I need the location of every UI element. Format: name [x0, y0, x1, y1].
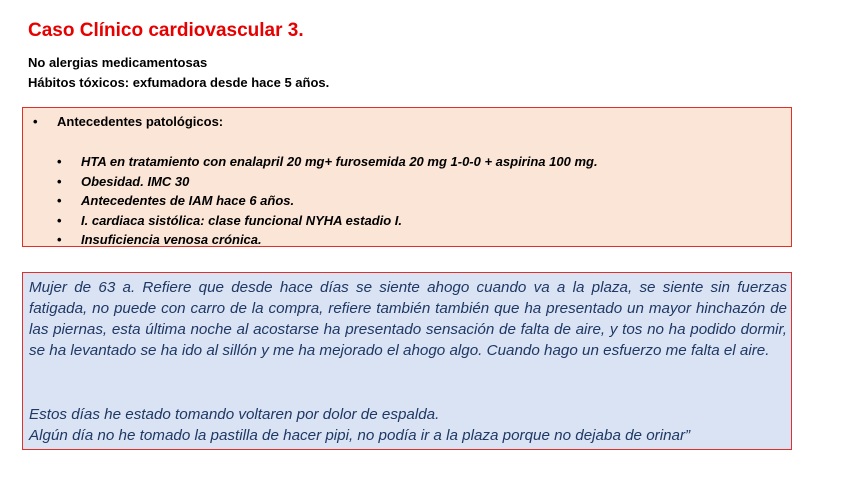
- history-item-label: Antecedentes de IAM hace 6 años.: [81, 193, 295, 208]
- history-box: [22, 107, 792, 247]
- narrative-line: Estos días he estado tomando voltaren por dolor de espalda.: [29, 406, 440, 423]
- narrative-line: Algún día no he tomado la pastilla de hacer pipi, no podía ir a la plaza porque no dejaba de orinar”: [29, 427, 691, 444]
- history-item-label: Insuficiencia venosa crónica.: [81, 232, 262, 247]
- history-item-label: I. cardiaca sistólica: clase funcional NYHA estadio I.: [81, 212, 403, 228]
- habits-text: Hábitos tóxicos: exfumadora desde hace 5 años.: [28, 75, 330, 90]
- bullet-icon: •: [57, 154, 62, 169]
- bullet-icon: •: [33, 114, 38, 129]
- bullet-icon: •: [57, 193, 62, 208]
- list-item: [57, 230, 598, 250]
- bullet-icon: •: [57, 173, 62, 189]
- patient-summary: [28, 53, 329, 93]
- list-item: [57, 191, 598, 211]
- bullet-icon: •: [57, 212, 62, 228]
- history-heading-label: Antecedentes patológicos:: [57, 114, 224, 129]
- bullet-icon: •: [57, 232, 62, 247]
- history-heading: [33, 114, 223, 129]
- history-item-label: Obesidad. IMC 30: [81, 173, 190, 189]
- page-title: Caso Clínico cardiovascular 3.: [28, 20, 304, 41]
- list-item: [57, 172, 598, 192]
- list-item: [57, 152, 598, 172]
- narrative-paragraph: Mujer de 63 a. Refiere que desde hace días se siente ahogo cuando va a la plaza, se siente sin fuerzas fatigada, no puede con carro de la compra, refiere también también que ha presentado un mayor hinchazón de las piernas, esta última noche al acostarse ha presentado sensación de falta de aire, y tos no ha podido dormir, se ha levantado se ha ido al sillón y me ha mejorado el ahogo algo. Cuando hago un esfuerzo me falta el aire.: [29, 279, 787, 359]
- list-item: [57, 211, 598, 231]
- history-item-label: HTA en tratamiento con enalapril 20 mg+ furosemida 20 mg 1-0-0 + aspirina 100 mg.: [81, 154, 598, 169]
- narrative-box: [22, 272, 792, 450]
- history-list: [57, 152, 598, 250]
- narrative-followup: [29, 404, 787, 446]
- allergies-text: No alergias medicamentosas: [28, 55, 208, 70]
